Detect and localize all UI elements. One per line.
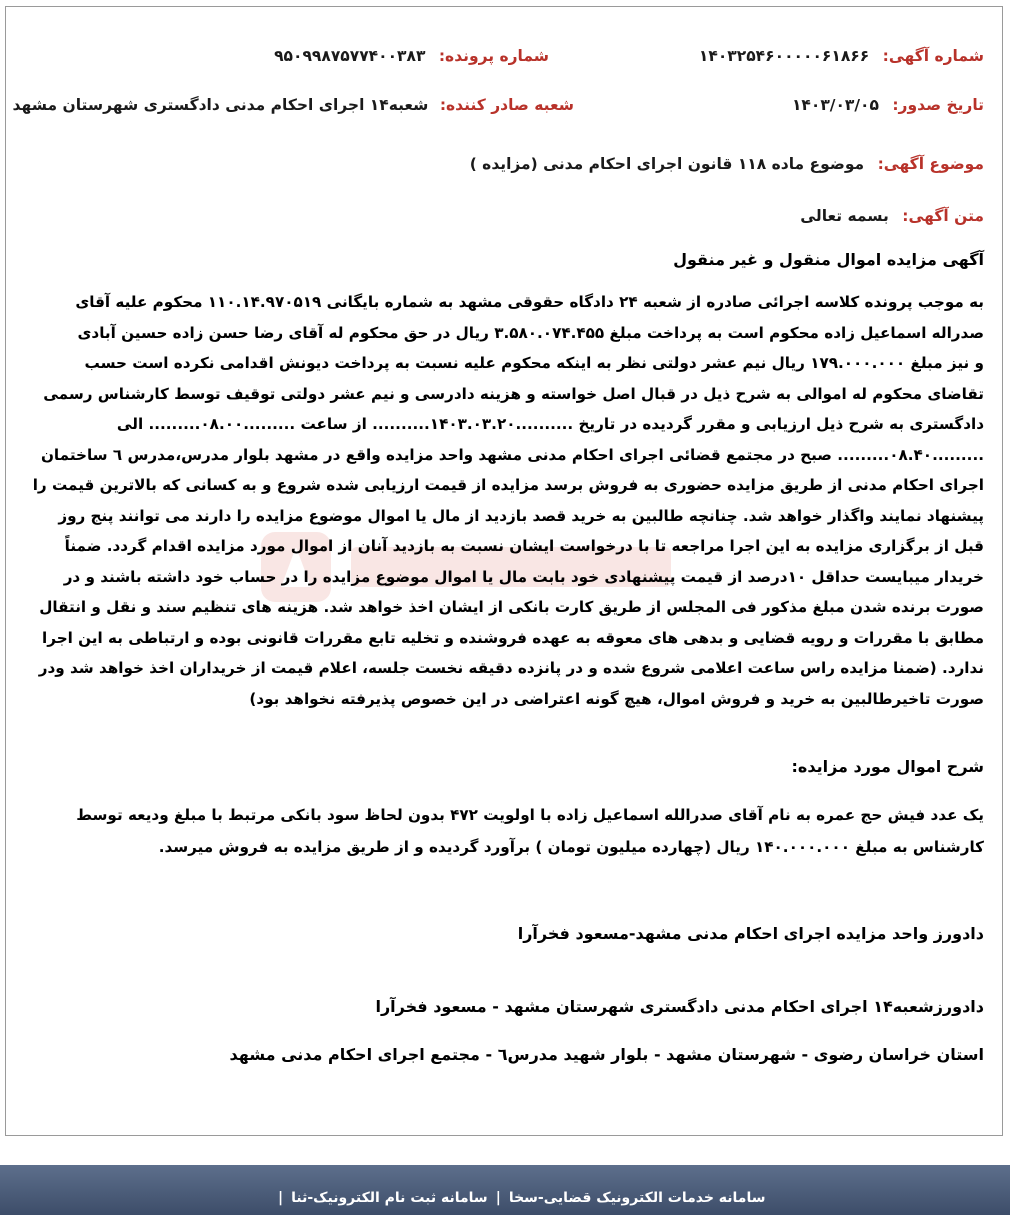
body-line: قبل از برگزاری مزایده به این اجرا مراجعه تا با درخواست ایشان نسبت به بازدید آنان از اموال مورد مزایده اقدام گردد. ضمناً (64, 537, 984, 555)
body-line: خریدار میبایست حداقل ۱۰درصد از قیمت پیشنهادی خود بابت مال یا اموال موضوع مزایده را در حساب خود داشته باشند و در (63, 567, 984, 586)
footer-links (278, 1187, 766, 1209)
basmala: بسمه تعالی (800, 207, 889, 225)
subject-value: موضوع ماده ۱۱۸ قانون اجرای احکام مدنی (مزایده ) (469, 155, 865, 173)
footer-separator: | (278, 1190, 284, 1206)
notice-document (5, 6, 1003, 1136)
case-number-field (274, 47, 549, 65)
issue-date-field (792, 96, 984, 114)
issue-date-label: تاریخ صدور: (892, 96, 984, 114)
body-line: صورت برنده شدن مبلغ مذکور فی المجلس از طریق کارت بانکی از ایشان اخذ خواهد شد. هزینه های تنظیم سند و نقل و انتقال (39, 598, 984, 616)
notice-body (26, 287, 984, 714)
issuing-branch-field (13, 96, 574, 114)
body-line: .........۰۸.۴۰......... صبح در مجتمع قضائی اجرای احکام مدنی مشهد واحد مزایده واقع در مشهد بلوار مدرس،مدرس ٦ ساختمان (40, 445, 984, 464)
body-line: مطابق با مقررات و رویه قضایی و بدهی های معوقه به عهده فروشنده و تخلیه تابع مقررات قانونی بوده و ارتباطی به این اجرا (42, 628, 984, 647)
subject-label: موضوع آگهی: (877, 155, 984, 173)
issuing-branch-label: شعبه صادر کننده: (439, 96, 574, 114)
body-line: و نیز مبلغ ۱۷۹.۰۰۰.۰۰۰ ریال نیم عشر دولتی نظر به اینکه محکوم علیه نسبت به پرداخت دیونش اقدامی نکرده است حسب (84, 354, 984, 372)
issue-date-value: ۱۴۰۳/۰۳/۰۵ (791, 96, 879, 114)
notice-text-field (800, 207, 984, 225)
footer-separator: | (495, 1190, 501, 1206)
footer-link-sana[interactable]: سامانه ثبت نام الکترونیک-ثنا (291, 1190, 488, 1206)
property-line: کارشناس به مبلغ ۱۴۰.۰۰۰.۰۰۰ ریال (چهارده میلیون تومان ) برآورد گردیده و از طریق مزایده به فروش میرسد. (158, 838, 984, 856)
property-heading: شرح اموال مورد مزایده: (791, 757, 984, 776)
body-line: ندارد. (ضمنا مزایده راس ساعت اعلامی شروع شده و در پانزده دقیقه نخست جلسه، اعلام قیمت از خریداران اخذ خواهد شد ودر (38, 659, 984, 677)
body-line: دادگستری به شرح ذیل ارزیابی و مقرر گردیده در تاریخ ..........۱۴۰۳.۰۳.۲۰.......... از ساعت .........۰۸.۰۰......... الی (116, 415, 984, 433)
body-line: به موجب پرونده کلاسه اجرائی صادره از شعبه ۲۴ دادگاه حقوقی مشهد به شماره بایگانی ۱۱۰.۱۴.۹۷۰۵۱۹ محکوم علیه آقای (75, 293, 984, 311)
body-line: تقاضای محکوم له اموالی به شرح ذیل در قبال اصل خواسته و هزینه دادرسی و نیم عشر دولتی توقیف توسط کارشناس رسمی (43, 384, 984, 403)
body-line: اجرای احکام مدنی از طریق مزایده حضوری به فروش برسد مزایده از قیمت ارزیابی شده شروع و به کسانی که بالاترین قیمت را (32, 476, 984, 494)
case-number-label: شماره پرونده: (438, 47, 549, 65)
notice-content (12, 7, 984, 1135)
signature-branch: دادورزشعبه۱۴ اجرای احکام مدنی دادگستری شهرستان مشهد - مسعود فخرآرا (375, 997, 984, 1016)
notice-title: آگهی مزایده اموال منقول و غیر منقول (673, 250, 984, 269)
notice-text-label: متن آگهی: (902, 207, 984, 225)
property-description (26, 799, 984, 863)
signature-mazayede-unit: دادورز واحد مزایده اجرای احکام مدنی مشهد-مسعود فخرآرا (517, 924, 984, 943)
subject-field (470, 155, 984, 173)
notice-number-field (699, 47, 984, 65)
notice-number-label: شماره آگهی: (882, 47, 984, 65)
footer-link-sakha[interactable]: سامانه خدمات الکترونیک قضایی-سخا (508, 1190, 766, 1206)
footer-bar (0, 1165, 1010, 1215)
body-line: پیشنهاد نمایند واگذار خواهد شد. چنانچه طالبین به خرید قصد بازدید از مال یا اموال موضوع مزایده را دارند می توانند پنج روز (58, 506, 984, 525)
issuing-branch-value: شعبه۱۴ اجرای احکام مدنی دادگستری شهرستان مشهد (12, 96, 429, 114)
property-line: یک عدد فیش حج عمره به نام آقای صدرالله اسماعیل زاده با اولویت ۴۷۲ بدون لحاظ سود بانکی مرتبط با مبلغ ودیعه توسط (76, 806, 984, 824)
body-line: صدراله اسماعیل زاده محکوم است به پرداخت مبلغ ۳.۵۸۰.۰۷۴.۴۵۵ ریال در حق محکوم له آقای رضا حسن زاده حسین آبادی (77, 323, 984, 342)
address: استان خراسان رضوی - شهرستان مشهد - بلوار شهید مدرس٦ - مجتمع اجرای احکام مدنی مشهد (229, 1045, 984, 1064)
notice-number-value: ۱۴۰۳۲۵۴۶۰۰۰۰۰۶۱۸۶۶ (698, 47, 870, 65)
body-line: صورت تاخیرطالبین به خرید و فروش اموال، هیچ گونه اعتراضی در این خصوص پذیرفته نخواهد بود) (249, 689, 984, 708)
case-number-value: ۹۵۰۹۹۸۷۵۷۷۴۰۰۳۸۳ (274, 47, 426, 65)
